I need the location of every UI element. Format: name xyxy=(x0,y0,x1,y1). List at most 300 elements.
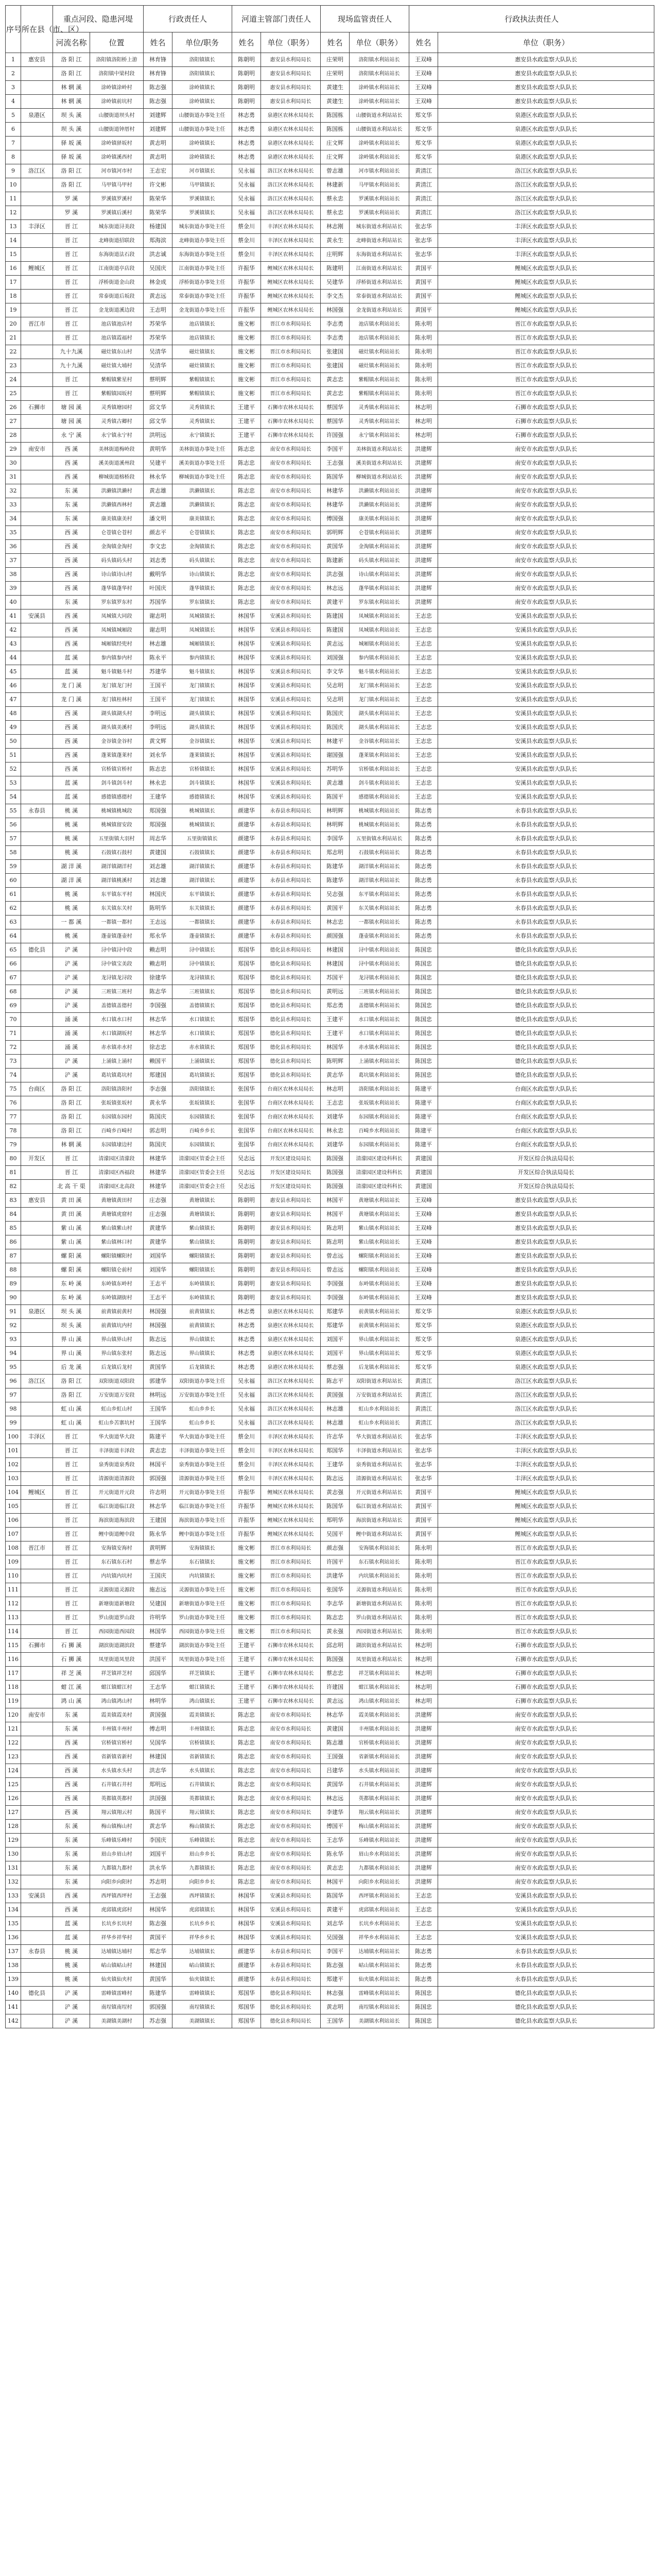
cell-site-name: 李志华 xyxy=(321,1597,350,1611)
cell-location: 石井镇石井村 xyxy=(90,1778,144,1792)
cell-tech-name: 吴永福 xyxy=(232,1402,261,1416)
cell-seq: 5 xyxy=(6,109,21,123)
cell-tech-unit: 惠安县水利局局长 xyxy=(261,1208,321,1222)
cell-river-name: 蓝 溪 xyxy=(53,651,90,665)
cell-admin-unit: 安海镇镇长 xyxy=(172,1541,232,1555)
cell-city xyxy=(21,234,53,248)
cell-seq: 124 xyxy=(6,1764,21,1778)
cell-seq: 73 xyxy=(6,1055,21,1069)
cell-law-name: 王志忠 xyxy=(409,707,438,721)
cell-law-name: 陈志勇 xyxy=(409,1973,438,1987)
cell-admin-unit: 内坑镇镇长 xyxy=(172,1569,232,1583)
cell-tech-unit: 南安市水利局局长 xyxy=(261,568,321,582)
cell-site-name: 陈建国 xyxy=(321,623,350,637)
cell-river-name: 紫 山 溪 xyxy=(53,1222,90,1235)
cell-law-unit: 安溪县水政监察大队队长 xyxy=(438,721,654,735)
cell-tech-name: 郑国华 xyxy=(232,2014,261,2028)
cell-river-name: 林 辋 溪 xyxy=(53,95,90,109)
table-row xyxy=(6,902,654,916)
cell-seq: 80 xyxy=(6,1152,21,1166)
cell-location: 康美镇康美村 xyxy=(90,512,144,526)
cell-law-name: 陈永明 xyxy=(409,331,438,345)
table-row xyxy=(6,596,654,609)
cell-admin-name: 林永华 xyxy=(144,470,172,484)
cell-law-unit: 安溪县水政监察大队队长 xyxy=(438,1903,654,1917)
cell-admin-name: 黄志忠 xyxy=(144,1444,172,1458)
cell-site-unit: 鸿山镇水利站站长 xyxy=(350,1694,409,1708)
cell-tech-unit: 安溪县水利局局长 xyxy=(261,790,321,804)
cell-tech-name: 林国华 xyxy=(232,790,261,804)
cell-law-name: 王志忠 xyxy=(409,749,438,762)
cell-tech-unit: 洛江区农林水局局长 xyxy=(261,192,321,206)
table-row xyxy=(6,1945,654,1959)
cell-site-unit: 灵秀镇水利站站长 xyxy=(350,415,409,429)
cell-tech-unit: 晋江市水利局局长 xyxy=(261,317,321,331)
cell-river-name: 洛 阳 江 xyxy=(53,1096,90,1110)
cell-city xyxy=(21,150,53,164)
cell-city xyxy=(21,1208,53,1222)
cell-tech-unit: 石狮市农林水局局长 xyxy=(261,1653,321,1667)
cell-site-unit: 官桥镇水利站站长 xyxy=(350,1736,409,1750)
cell-river-name: 罗 溪 xyxy=(53,206,90,220)
cell-river-name: 西 溪 xyxy=(53,582,90,596)
cell-admin-unit: 东石镇镇长 xyxy=(172,1555,232,1569)
cell-site-unit: 灵秀镇水利站站长 xyxy=(350,401,409,415)
cell-location: 九都镇九都村 xyxy=(90,1861,144,1875)
cell-tech-unit: 台商区农林水局局长 xyxy=(261,1082,321,1096)
cell-city xyxy=(21,1583,53,1597)
cell-admin-name: 王国华 xyxy=(144,1402,172,1416)
cell-city xyxy=(21,1138,53,1152)
cell-tech-unit: 开发区建设局局长 xyxy=(261,1166,321,1180)
cell-site-unit: 黄塘镇水利站站长 xyxy=(350,1194,409,1208)
cell-location: 虎邱镇虎邱村 xyxy=(90,1903,144,1917)
cell-river-name: 晋 江 xyxy=(53,276,90,290)
cell-location: 魁斗镇魁斗村 xyxy=(90,665,144,679)
cell-tech-unit: 石狮市农林水局局长 xyxy=(261,1639,321,1653)
cell-site-unit: 湖头镇水利站站长 xyxy=(350,707,409,721)
cell-city xyxy=(21,498,53,512)
cell-admin-unit: 五里街镇镇长 xyxy=(172,832,232,846)
cell-site-name: 黄志忠 xyxy=(321,373,350,387)
cell-admin-unit: 双阳街道办事处主任 xyxy=(172,1375,232,1388)
cell-tech-name: 陈志忠 xyxy=(232,456,261,470)
cell-law-unit: 安溪县水政监察大队队长 xyxy=(438,1889,654,1903)
cell-law-unit: 南安市水政监察大队队长 xyxy=(438,456,654,470)
cell-city xyxy=(21,1625,53,1639)
cell-location: 达埔镇达埔村 xyxy=(90,1945,144,1959)
cell-tech-unit: 安溪县水利局局长 xyxy=(261,721,321,735)
cell-site-unit: 清濛园区建设科科长 xyxy=(350,1152,409,1166)
cell-site-unit: 万安街道水利站站长 xyxy=(350,1388,409,1402)
cell-location: 永宁镇永宁村 xyxy=(90,429,144,443)
cell-law-name: 洪建辉 xyxy=(409,1848,438,1861)
cell-seq: 120 xyxy=(6,1708,21,1722)
cell-location: 灵秀镇塘园村 xyxy=(90,401,144,415)
cell-tech-unit: 石狮市农林水局局长 xyxy=(261,415,321,429)
cell-site-unit: 罗溪镇水利站站长 xyxy=(350,192,409,206)
cell-site-name: 蔡永忠 xyxy=(321,192,350,206)
cell-city xyxy=(21,735,53,749)
cell-city xyxy=(21,846,53,860)
cell-admin-name: 戴明华 xyxy=(144,568,172,582)
cell-admin-name: 吴建国 xyxy=(144,1597,172,1611)
cell-tech-unit: 洛江区农林水局局长 xyxy=(261,1416,321,1430)
cell-site-name: 洪志强 xyxy=(321,568,350,582)
cell-admin-unit: 凤城镇镇长 xyxy=(172,623,232,637)
cell-location: 泉秀街道泉秀段 xyxy=(90,1458,144,1472)
cell-admin-name: 郭志明 xyxy=(144,1124,172,1138)
table-row xyxy=(6,1152,654,1166)
cell-site-unit: 临江街道水利站站长 xyxy=(350,1500,409,1514)
cell-law-unit: 晋江市水政监察大队队长 xyxy=(438,317,654,331)
cell-river-name: 九十九溪 xyxy=(53,359,90,373)
table-row xyxy=(6,470,654,484)
cell-tech-unit: 德化县水利局局长 xyxy=(261,2001,321,2014)
cell-site-name: 李文杰 xyxy=(321,290,350,303)
cell-location: 常泰街道后坂段 xyxy=(90,290,144,303)
table-row xyxy=(6,832,654,846)
cell-law-unit: 惠安县水政监察大队队长 xyxy=(438,1208,654,1222)
table-row xyxy=(6,1319,654,1333)
cell-tech-unit: 德化县水利局局长 xyxy=(261,1041,321,1055)
table-row xyxy=(6,1667,654,1681)
cell-law-name: 陈建平 xyxy=(409,1124,438,1138)
cell-law-unit: 惠安县水政监察大队队长 xyxy=(438,1263,654,1277)
cell-tech-unit: 安溪县水利局局长 xyxy=(261,665,321,679)
cell-admin-name: 王国华 xyxy=(144,1416,172,1430)
cell-admin-unit: 涂岭镇镇长 xyxy=(172,137,232,150)
cell-tech-unit: 永春县水利局局长 xyxy=(261,846,321,860)
cell-admin-unit: 东岭镇镇长 xyxy=(172,1277,232,1291)
cell-law-name: 王志忠 xyxy=(409,679,438,693)
cell-tech-name: 陈志忠 xyxy=(232,443,261,456)
cell-law-name: 王志忠 xyxy=(409,1889,438,1903)
cell-site-name: 林永忠 xyxy=(321,1124,350,1138)
cell-admin-name: 李国庆 xyxy=(144,1834,172,1848)
cell-admin-name: 吴建平 xyxy=(144,456,172,470)
cell-law-name: 陈志勇 xyxy=(409,846,438,860)
cell-admin-name: 杨建国 xyxy=(144,220,172,234)
cell-location: 临江街道临江段 xyxy=(90,1500,144,1514)
cell-site-name: 吴志明 xyxy=(321,693,350,707)
cell-seq: 93 xyxy=(6,1333,21,1347)
cell-admin-name: 郭国强 xyxy=(144,1472,172,1486)
cell-law-name: 林志明 xyxy=(409,1694,438,1708)
cell-river-name: 晋 江 xyxy=(53,1555,90,1569)
cell-city: 洛江区 xyxy=(21,164,53,178)
cell-river-name: 蚶 江 溪 xyxy=(53,1681,90,1694)
cell-river-name: 桃 溪 xyxy=(53,902,90,916)
cell-city xyxy=(21,596,53,609)
cell-site-name: 黄建平 xyxy=(321,1903,350,1917)
cell-seq: 48 xyxy=(6,707,21,721)
table-row xyxy=(6,1458,654,1472)
cell-location: 紫帽镇园坂村 xyxy=(90,387,144,401)
cell-law-unit: 南安市水政监察大队队长 xyxy=(438,1736,654,1750)
cell-seq: 29 xyxy=(6,443,21,456)
cell-admin-unit: 常泰街道办事处主任 xyxy=(172,290,232,303)
cell-tech-name: 陈志忠 xyxy=(232,1806,261,1820)
cell-admin-unit: 蓬壶镇镇长 xyxy=(172,929,232,943)
cell-tech-unit: 泉港区农林水局局长 xyxy=(261,123,321,137)
table-row xyxy=(6,665,654,679)
cell-tech-name: 张国华 xyxy=(232,1138,261,1152)
table-row xyxy=(6,164,654,178)
cell-location: 河市镇河市村 xyxy=(90,164,144,178)
cell-city: 鲤城区 xyxy=(21,262,53,276)
cell-site-unit: 磁灶镇水利站站长 xyxy=(350,359,409,373)
cell-location: 前黄镇坑内村 xyxy=(90,1319,144,1333)
cell-site-name: 邱志明 xyxy=(321,1639,350,1653)
cell-site-unit: 开元街道水利站站长 xyxy=(350,1486,409,1500)
cell-admin-name: 黄志远 xyxy=(144,290,172,303)
table-header xyxy=(6,6,654,53)
cell-tech-name: 蔡金川 xyxy=(232,248,261,262)
cell-site-name: 黄志雄 xyxy=(321,776,350,790)
cell-site-name: 黄志忠 xyxy=(321,387,350,401)
cell-location: 凤城镇大同段 xyxy=(90,609,144,623)
cell-admin-name: 吴清华 xyxy=(144,359,172,373)
cell-location: 东岭镇湖街村 xyxy=(90,1291,144,1305)
cell-law-name: 洪建辉 xyxy=(409,568,438,582)
cell-city xyxy=(21,1514,53,1528)
cell-admin-name: 邱文华 xyxy=(144,401,172,415)
cell-river-name: 西 溪 xyxy=(53,1778,90,1792)
cell-law-unit: 惠安县水政监察大队队长 xyxy=(438,95,654,109)
cell-river-name: 晋 江 xyxy=(53,331,90,345)
table-row xyxy=(6,1959,654,1973)
table-row xyxy=(6,1861,654,1875)
cell-river-name: 晋 江 xyxy=(53,303,90,317)
cell-river-name: 永 宁 溪 xyxy=(53,429,90,443)
cell-river-name: 西 溪 xyxy=(53,456,90,470)
cell-admin-unit: 湖头镇镇长 xyxy=(172,707,232,721)
table-row xyxy=(6,762,654,776)
cell-tech-unit: 丰泽区农林水局局长 xyxy=(261,234,321,248)
table-row xyxy=(6,1764,654,1778)
cell-river-name: 西 溪 xyxy=(53,443,90,456)
cell-law-name: 陈国忠 xyxy=(409,1013,438,1027)
table-row xyxy=(6,443,654,456)
cell-location: 官桥镇官桥村 xyxy=(90,762,144,776)
cell-city xyxy=(21,693,53,707)
cell-city xyxy=(21,206,53,220)
cell-site-name: 林建国 xyxy=(321,957,350,971)
cell-law-name: 张志华 xyxy=(409,248,438,262)
cell-site-name: 吕建华 xyxy=(321,1764,350,1778)
cell-law-name: 陈永明 xyxy=(409,1597,438,1611)
cell-tech-unit: 永春县水利局局长 xyxy=(261,929,321,943)
cell-law-unit: 南安市水政监察大队队长 xyxy=(438,1875,654,1889)
cell-law-name: 陈志勇 xyxy=(409,1945,438,1959)
cell-tech-name: 陈志忠 xyxy=(232,498,261,512)
cell-site-unit: 眉山乡水利站站长 xyxy=(350,1848,409,1861)
cell-site-unit: 东海街道水利站站长 xyxy=(350,248,409,262)
table-row xyxy=(6,1027,654,1041)
cell-site-name: 庄文辉 xyxy=(321,150,350,164)
cell-seq: 115 xyxy=(6,1639,21,1653)
cell-tech-name: 施文彬 xyxy=(232,1611,261,1625)
cell-site-unit: 虹山乡水利站站长 xyxy=(350,1416,409,1430)
cell-admin-unit: 霞美镇镇长 xyxy=(172,1708,232,1722)
cell-seq: 13 xyxy=(6,220,21,234)
table-row xyxy=(6,429,654,443)
cell-tech-unit: 安溪县水利局局长 xyxy=(261,679,321,693)
cell-river-name: 紫 山 溪 xyxy=(53,1235,90,1249)
cell-tech-unit: 鲤城区农林水局局长 xyxy=(261,262,321,276)
cell-city xyxy=(21,985,53,999)
cell-admin-name: 林明华 xyxy=(144,1694,172,1708)
cell-seq: 71 xyxy=(6,1027,21,1041)
cell-location: 湖头镇美溪村 xyxy=(90,721,144,735)
cell-site-name: 黄建生 xyxy=(321,81,350,95)
cell-site-name: 黄志远 xyxy=(321,1694,350,1708)
cell-admin-name: 陈志强 xyxy=(144,81,172,95)
cell-site-unit: 五里街镇水利站站长 xyxy=(350,832,409,846)
cell-site-name: 王建平 xyxy=(321,1013,350,1027)
cell-law-name: 黄清江 xyxy=(409,206,438,220)
cell-site-name: 林明辉 xyxy=(321,818,350,832)
cell-admin-unit: 洛阳镇镇长 xyxy=(172,53,232,67)
cell-site-name: 林建华 xyxy=(321,498,350,512)
cell-river-name: 石 狮 溪 xyxy=(53,1639,90,1653)
cell-tech-unit: 德化县水利局局长 xyxy=(261,1027,321,1041)
cell-city xyxy=(21,331,53,345)
cell-admin-name: 陈建平 xyxy=(144,1430,172,1444)
cell-admin-unit: 一都镇镇长 xyxy=(172,916,232,929)
cell-law-name: 洪建辉 xyxy=(409,1708,438,1722)
cell-seq: 9 xyxy=(6,164,21,178)
cell-admin-unit: 上涌镇镇长 xyxy=(172,1055,232,1069)
cell-location: 金龙街道溪边段 xyxy=(90,303,144,317)
cell-seq: 92 xyxy=(6,1319,21,1333)
cell-law-unit: 永春县水政监察大队队长 xyxy=(438,804,654,818)
cell-river-name: 东 溪 xyxy=(53,1834,90,1848)
cell-site-name: 黄志强 xyxy=(321,1486,350,1500)
cell-tech-name: 施文彬 xyxy=(232,387,261,401)
cell-city xyxy=(21,818,53,832)
cell-admin-unit: 溪美街道办事处主任 xyxy=(172,456,232,470)
table-row xyxy=(6,1069,654,1082)
cell-admin-unit: 百崎乡乡长 xyxy=(172,1124,232,1138)
cell-seq: 65 xyxy=(6,943,21,957)
cell-admin-unit: 鲤中街道办事处主任 xyxy=(172,1528,232,1541)
cell-river-name: 蓝 溪 xyxy=(53,790,90,804)
cell-site-unit: 涂岭镇水利站站长 xyxy=(350,150,409,164)
cell-city xyxy=(21,1861,53,1875)
cell-admin-name: 吴清华 xyxy=(144,345,172,359)
cell-site-unit: 马甲镇水利站站长 xyxy=(350,178,409,192)
cell-river-name: 西 溪 xyxy=(53,1806,90,1820)
table-row xyxy=(6,609,654,623)
cell-site-name: 刘建华 xyxy=(321,1138,350,1152)
cell-tech-unit: 德化县水利局局长 xyxy=(261,1987,321,2001)
cell-tech-name: 张国华 xyxy=(232,1124,261,1138)
cell-river-name: 浐 溪 xyxy=(53,2014,90,2028)
cell-river-name: 西 溪 xyxy=(53,1764,90,1778)
cell-site-name: 郑明华 xyxy=(321,1514,350,1528)
cell-city: 德化县 xyxy=(21,943,53,957)
cell-law-name: 郑文华 xyxy=(409,1305,438,1319)
cell-seq: 142 xyxy=(6,2014,21,2028)
cell-city xyxy=(21,888,53,902)
cell-seq: 121 xyxy=(6,1722,21,1736)
cell-seq: 67 xyxy=(6,971,21,985)
cell-seq: 72 xyxy=(6,1041,21,1055)
cell-seq: 30 xyxy=(6,456,21,470)
cell-tech-unit: 石狮市农林水局局长 xyxy=(261,429,321,443)
cell-seq: 22 xyxy=(6,345,21,359)
cell-location: 百崎乡百崎村 xyxy=(90,1124,144,1138)
cell-seq: 70 xyxy=(6,1013,21,1027)
table-row xyxy=(6,1611,654,1625)
cell-law-unit: 泉港区水政监察大队队长 xyxy=(438,1319,654,1333)
cell-admin-unit: 葛坑镇镇长 xyxy=(172,1069,232,1082)
cell-site-name: 陈志雄 xyxy=(321,1736,350,1750)
table-row xyxy=(6,568,654,582)
cell-tech-name: 郑国华 xyxy=(232,957,261,971)
cell-law-unit: 泉港区水政监察大队队长 xyxy=(438,137,654,150)
cell-seq: 95 xyxy=(6,1361,21,1375)
cell-tech-unit: 永春县水利局局长 xyxy=(261,874,321,888)
cell-law-name: 王双峰 xyxy=(409,1263,438,1277)
cell-law-name: 郑文华 xyxy=(409,1361,438,1375)
cell-site-name: 王志忠 xyxy=(321,1096,350,1110)
table-row xyxy=(6,623,654,637)
cell-river-name: 洛 阳 江 xyxy=(53,1124,90,1138)
cell-law-name: 王双峰 xyxy=(409,95,438,109)
table-row xyxy=(6,1917,654,1931)
cell-river-name: 西 溪 xyxy=(53,470,90,484)
cell-site-name: 陈国华 xyxy=(321,470,350,484)
cell-site-unit: 溪美街道水利站站长 xyxy=(350,456,409,470)
cell-river-name: 西 溪 xyxy=(53,735,90,749)
cell-site-name: 李国华 xyxy=(321,832,350,846)
cell-tech-name: 陈志忠 xyxy=(232,512,261,526)
cell-seq: 63 xyxy=(6,916,21,929)
cell-tech-unit: 惠安县水利局局长 xyxy=(261,53,321,67)
cell-site-name: 陈明辉 xyxy=(321,1055,350,1069)
cell-tech-name: 蔡金川 xyxy=(232,1430,261,1444)
cell-river-name: 晋 江 xyxy=(53,1458,90,1472)
cell-river-name: 界 山 溪 xyxy=(53,1347,90,1361)
cell-city: 鲤城区 xyxy=(21,1486,53,1500)
cell-admin-unit: 盖德镇镇长 xyxy=(172,999,232,1013)
cell-admin-name: 刘永华 xyxy=(144,749,172,762)
cell-law-unit: 鲤城区水政监察大队队长 xyxy=(438,1500,654,1514)
cell-admin-unit: 西坪镇镇长 xyxy=(172,1889,232,1903)
cell-site-unit: 丰州镇水利站站长 xyxy=(350,1722,409,1736)
cell-tech-unit: 南安市水利局局长 xyxy=(261,1736,321,1750)
cell-river-name: 黄 田 溪 xyxy=(53,1208,90,1222)
cell-law-unit: 洛江区水政监察大队队长 xyxy=(438,192,654,206)
cell-tech-name: 颜建华 xyxy=(232,818,261,832)
cell-admin-unit: 丰州镇镇长 xyxy=(172,1722,232,1736)
cell-location: 岵山镇岵山村 xyxy=(90,1959,144,1973)
cell-site-name: 庄明辉 xyxy=(321,248,350,262)
cell-tech-name: 颜建华 xyxy=(232,832,261,846)
cell-river-name: 罗 溪 xyxy=(53,192,90,206)
cell-site-name: 李国平 xyxy=(321,1945,350,1959)
cell-tech-name: 林国华 xyxy=(232,707,261,721)
table-row xyxy=(6,137,654,150)
cell-admin-name: 郑永华 xyxy=(144,929,172,943)
cell-admin-name: 黄国强 xyxy=(144,1708,172,1722)
cell-seq: 26 xyxy=(6,401,21,415)
cell-site-unit: 永宁镇水利站站长 xyxy=(350,429,409,443)
cell-city xyxy=(21,1110,53,1124)
